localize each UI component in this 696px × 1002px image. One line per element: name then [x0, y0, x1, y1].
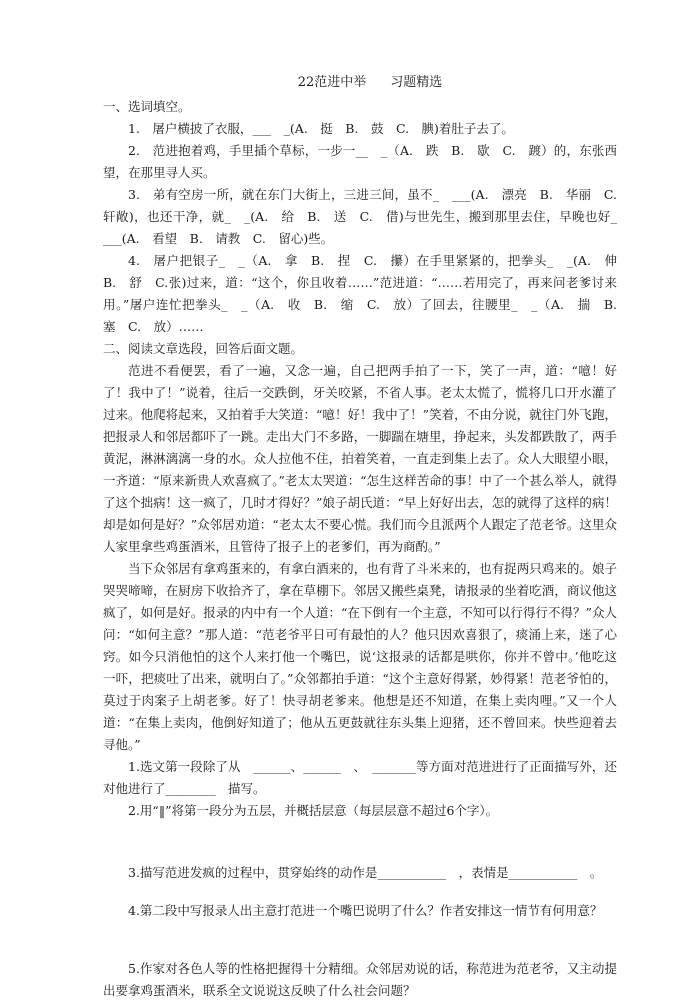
question-1: 1.选文第一段除了从 ______、______ 、 _______等方面对范进进行了正面描写外，还对他进行了________ 描写。 [103, 759, 617, 796]
answer-space-2 [103, 822, 617, 862]
title-main: 22范进中举 [297, 75, 367, 90]
worksheet-content [103, 72, 630, 1002]
passage-paragraph-2: 当下众邻居有拿鸡蛋来的，有拿白酒来的，也有背了斗米来的，也有捉两只鸡来的。娘子哭哭啼啼，在厨房下收拾齐了，拿在草棚下。邻居又搬些桌凳，请报录的坐着吃酒，商议他这疯了，如何是好。报录的内中有一个人道：“在下倒有一个主意，不知可以行得行不得？”众人问：“如何主意？”那人道：“范老爷平日可有最怕的人？他只因欢喜狠了，痰涌上来，迷了心窍。如今只消他怕的这个人来打他一个嘴巴，说‘这报录的话都是哄你，你并不曾中。’他吃这一吓，把痰吐了出来，就明白了。”众邻都拍手道：“这个主意好得紧，妙得紧！范老爷怕的，莫过于肉案子上胡老爹。好了！快寻胡老爹来。他想是还不知道，在集上卖肉哩。”又一个人道：“在集上卖肉，他倒好知道了；他从五更鼓就往东头集上迎猪，还不曾回来。快些迎着去寻他。” [103, 561, 617, 752]
section1-item-4: 4. 屠户把银子_ _（A. 拿 B. 捏 C. 攥）在手里紧紧的，把拳头_ _(A. 伸 B. 舒 C.张)过来，道：“这个，你且收着……”范进道：“……若用完了，再来问老爹讨来用。”屠户连忙把拳头_ _（A. 收 B. 缩 C. 放）了回去，往腰里_ _（A. 揣 B. 塞 C. 放）…… [103, 253, 630, 334]
section1-item-3: 3. 弟有空房一所，就在东门大街上，三进三间，虽不_ ___(A. 漂亮 B. 华丽 C. 轩敞)，也还干净，就_ _(A. 给 B. 送 C. 借)与世先生，搬到那里去住，早晚也好_ ___(A. 看望 B. 请教 C. 留心)些。 [103, 187, 630, 246]
question-4: 4.第二段中写报录人出主意打范进一个嘴巴说明了什么？作者安排这一情节有何用意？ [128, 903, 603, 918]
question-2: 2.用“‖”将第一段分为五层，并概括层意（每层层意不超过6个字）。 [128, 803, 499, 818]
answer-space-4 [103, 922, 617, 958]
question-3: 3.描写范进发疯的过程中，贯穿始终的动作是___________ ，表情是___________ 。 [128, 865, 603, 880]
section1-item-2: 2. 范进抱着鸡，手里插个草标，一步一__ _（A. 跌 B. 歇 C. 踱）的，东张西望，在那里寻人买。 [103, 143, 617, 180]
title-sub: 习题精选 [390, 75, 443, 90]
section2-heading: 二、阅读文章选段，回答后面文题。 [103, 341, 304, 356]
question-5: 5.作家对各色人等的性格把握得十分精细。众邻居劝说的话，称范进为范老爷，又主动提出要拿鸡蛋酒米，联系全文说说这反映了什么社会问题？ [103, 961, 617, 998]
section1-item-1: 1. 屠户横披了衣服，___ _(A. 挺 B. 鼓 C. 腆)着肚子去了。 [128, 121, 514, 136]
section1-heading: 一、选词填空。 [103, 99, 191, 114]
passage-paragraph-1: 范进不看便罢，看了一遍，又念一遍，自己把两手拍了一下，笑了一声，道：“噫！好了！我中了！”说着，往后一交跌倒，牙关咬紧，不省人事。老太太慌了，慌将几口开水灌了过来。他爬将起来，又拍着手大笑道：“噫！好！我中了！”笑着，不由分说，就往门外飞跑，把报录人和邻居都吓了一跳。走出大门不多路，一脚踹在塘里，挣起来，头发都跌散了，两手黄泥，淋淋漓漓一身的水。众人拉他不住，拍着笑着，一直走到集上去了。众人大眼望小眼，一齐道：“原来新贵人欢喜疯了。”老太太哭道：“怎生这样苦命的事！中了一个甚么举人，就得了这个拙病！这一疯了，几时才得好？”娘子胡氏道：“早上好好出去，怎的就得了这样的病！却是如何是好？”众邻居劝道：“老太太不要心慌。我们而今且派两个人跟定了范老爷。这里众人家里拿些鸡蛋酒米，且管待了报子上的老爹们，再为商酌。” [103, 363, 617, 554]
answer-space-3 [103, 884, 617, 900]
page-title [103, 72, 617, 94]
